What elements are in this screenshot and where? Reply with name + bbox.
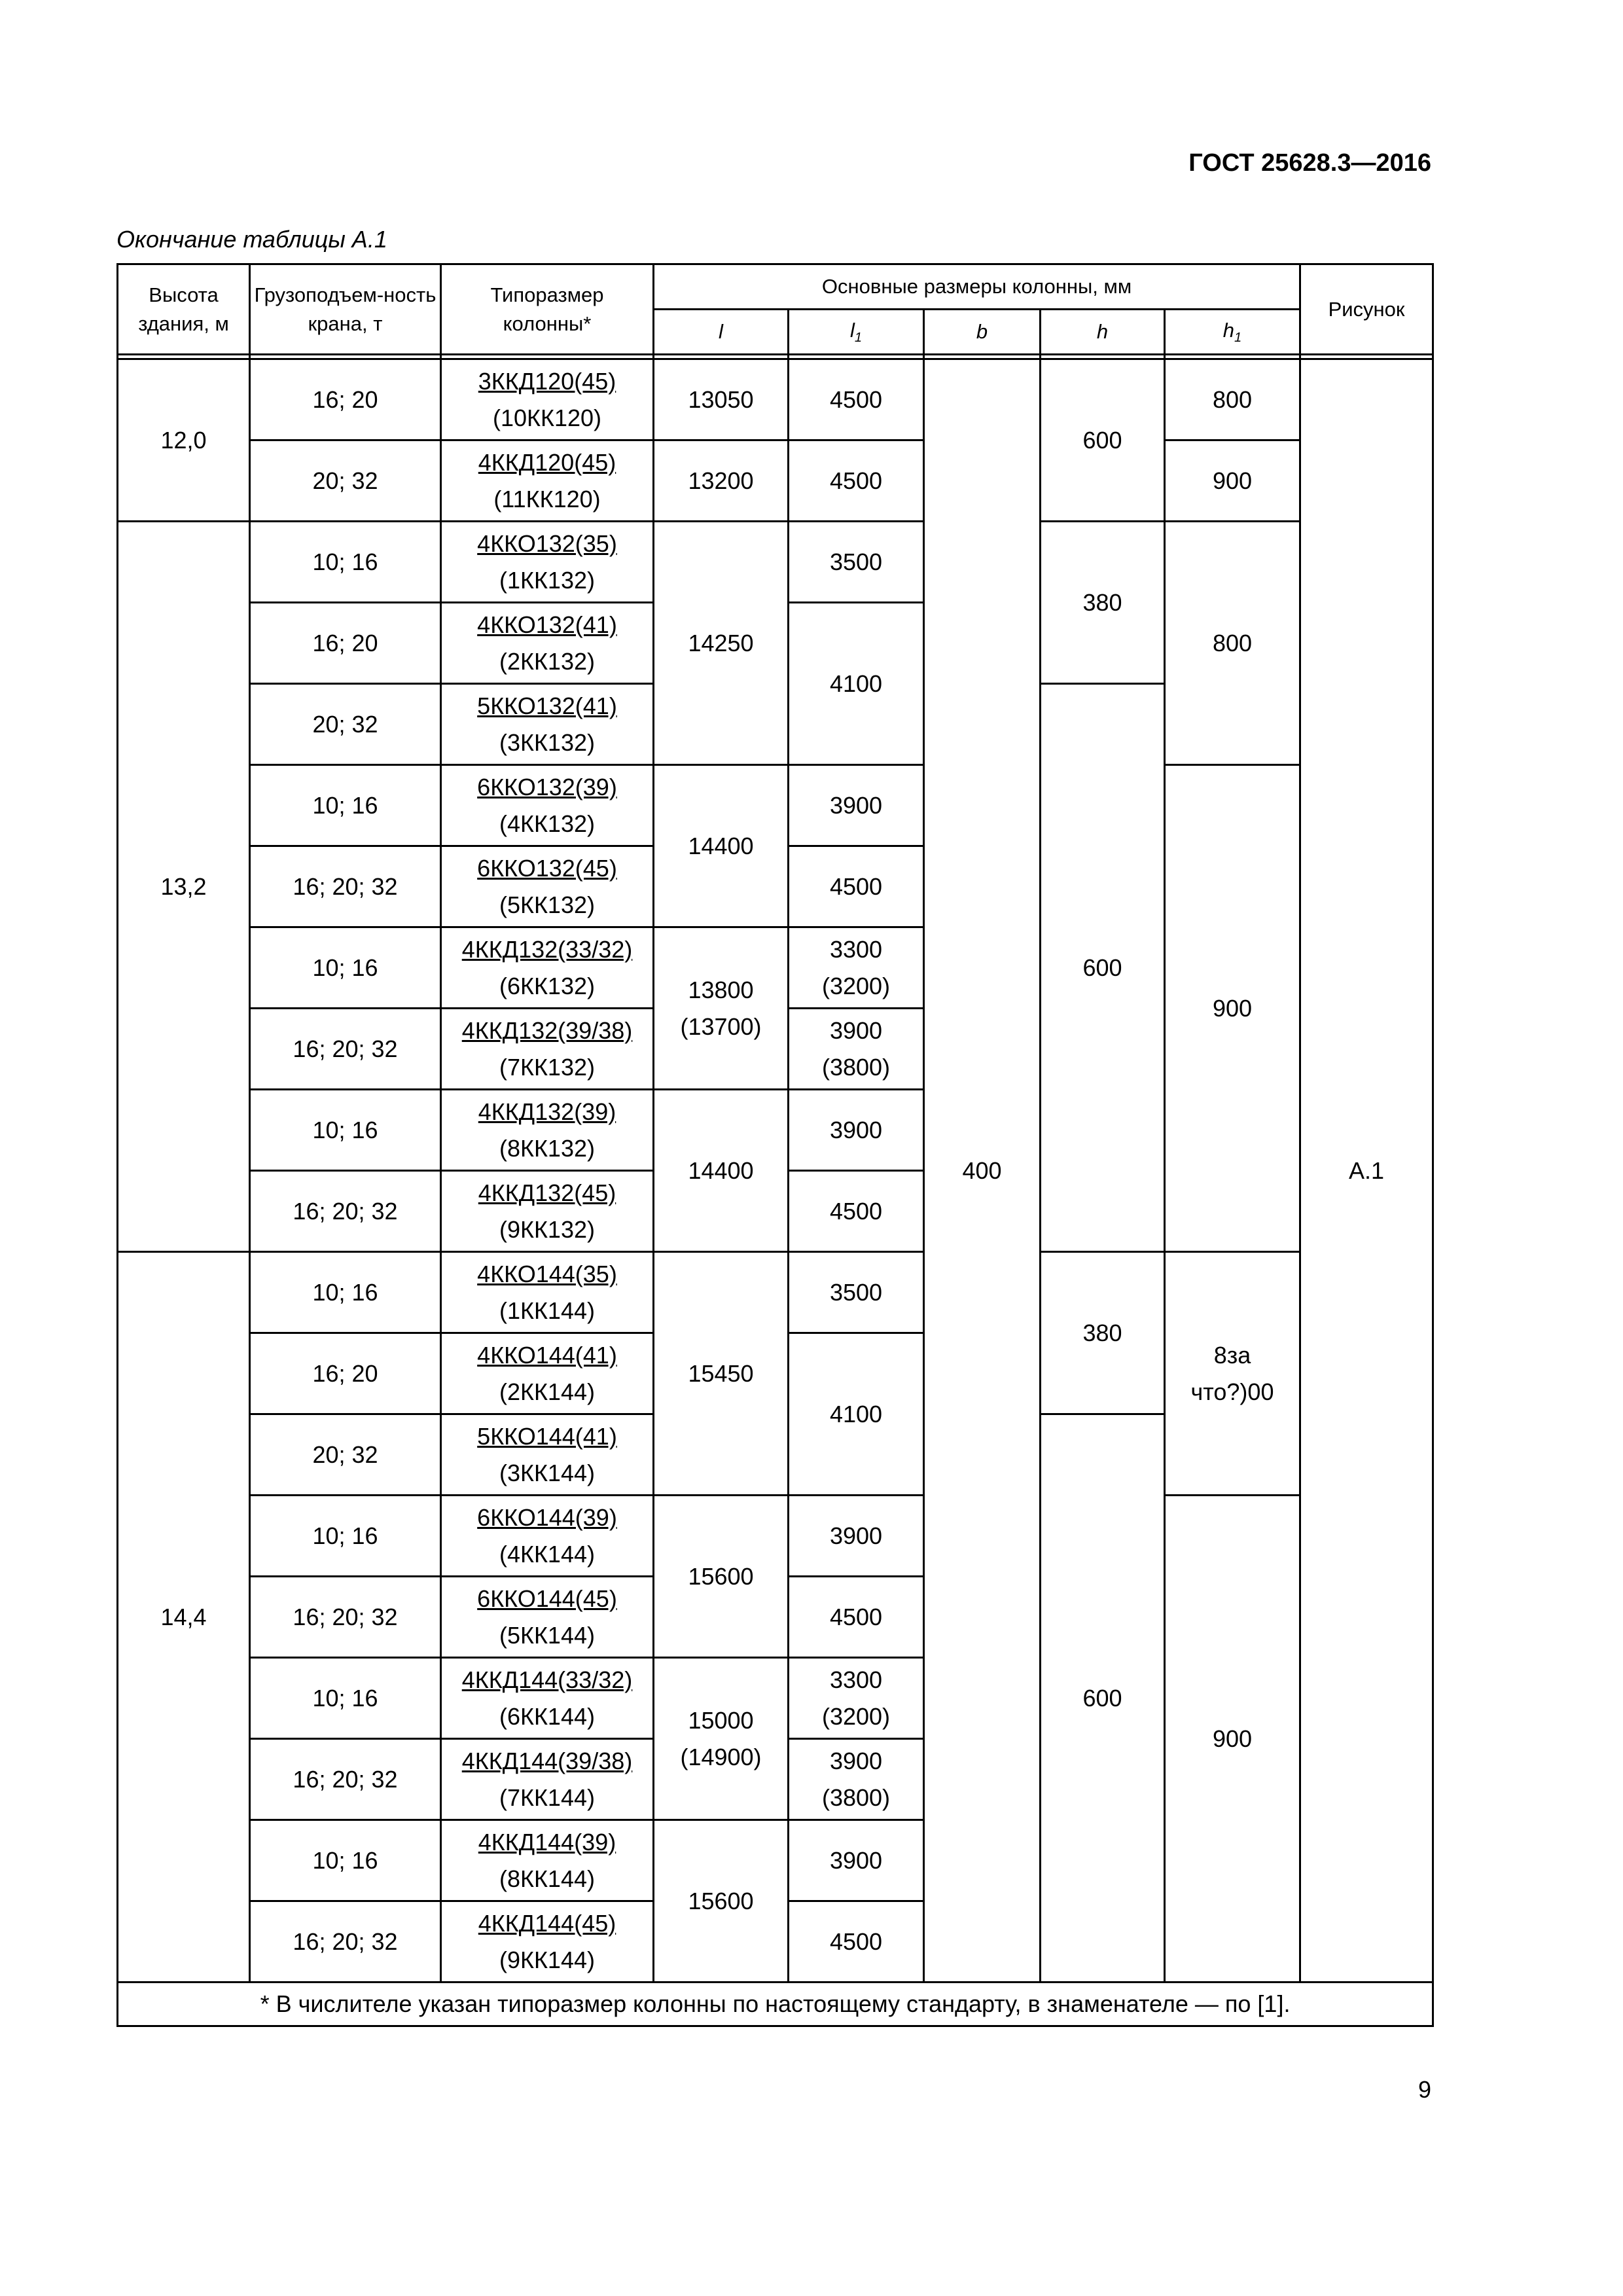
columns-table: [116, 263, 1434, 2027]
standard-code: ГОСТ 25628.3—2016: [1188, 149, 1431, 177]
header-figure: Рисунок: [1300, 264, 1433, 355]
l1-cell: 4500: [789, 846, 924, 927]
capacity-cell: 16; 20; 32: [250, 1009, 441, 1090]
height-cell: 13,2: [118, 522, 250, 1252]
h1-cell: 900: [1165, 765, 1300, 1252]
capacity-cell: 10; 16: [250, 927, 441, 1009]
type-cell: 4ККД144(39/38) (7КК144): [441, 1739, 654, 1820]
header-h: h: [1041, 310, 1165, 355]
type-cell: 4ККД120(45) (11КК120): [441, 440, 654, 522]
type-cell: 4ККД132(45) (9КК132): [441, 1171, 654, 1252]
capacity-cell: 20; 32: [250, 440, 441, 522]
table-row: [118, 522, 1433, 603]
h1-cell: 900: [1165, 440, 1300, 522]
l1-cell: 4500: [789, 1171, 924, 1252]
type-cell: 4ККД144(45) (9КК144): [441, 1901, 654, 1982]
h1-cell: 800: [1165, 359, 1300, 440]
l1-cell: 3300 (3200): [789, 1658, 924, 1739]
b-cell: 400: [924, 359, 1041, 1982]
l-cell: 15450: [654, 1252, 789, 1496]
l-cell: 14400: [654, 765, 789, 927]
header-main-dims: Основные размеры колонны, мм: [654, 264, 1300, 310]
h1-cell: 900: [1165, 1496, 1300, 1982]
type-cell: 6ККО144(39) (4КК144): [441, 1496, 654, 1577]
l1-cell: 4500: [789, 1901, 924, 1982]
h-cell: 380: [1041, 522, 1165, 684]
figure-cell: А.1: [1300, 359, 1433, 1982]
h1-cell: 800: [1165, 522, 1300, 765]
footnote-row: [118, 1982, 1433, 2026]
type-cell: 5ККО132(41) (3КК132): [441, 684, 654, 765]
l-cell: 15600: [654, 1820, 789, 1982]
table-row: [118, 440, 1433, 522]
type-cell: 6ККО144(45) (5КК144): [441, 1577, 654, 1658]
h1-cell: 8за что?)00: [1165, 1252, 1300, 1496]
height-cell: 12,0: [118, 359, 250, 522]
capacity-cell: 10; 16: [250, 765, 441, 846]
type-cell: 6ККО132(39) (4КК132): [441, 765, 654, 846]
header-l1: $l_1$: [789, 310, 924, 355]
header-l: l: [654, 310, 789, 355]
type-cell: 4ККД144(33/32) (6КК144): [441, 1658, 654, 1739]
capacity-cell: 16; 20: [250, 1333, 441, 1414]
l-cell: 15000 (14900): [654, 1658, 789, 1820]
footnote: * В числителе указан типоразмер колонны по настоящему стандарту, в знаменателе — по [1].: [118, 1982, 1433, 2026]
table-caption: Окончание таблицы А.1: [116, 226, 387, 253]
capacity-cell: 10; 16: [250, 1820, 441, 1901]
capacity-cell: 16; 20; 32: [250, 1577, 441, 1658]
capacity-cell: 16; 20: [250, 359, 441, 440]
header-h1: $h_1$: [1165, 310, 1300, 355]
l1-cell: 3300 (3200): [789, 927, 924, 1009]
capacity-cell: 10; 16: [250, 1496, 441, 1577]
capacity-cell: 16; 20: [250, 603, 441, 684]
l1-cell: 3500: [789, 522, 924, 603]
capacity-cell: 10; 16: [250, 1090, 441, 1171]
type-cell: 4ККД132(39) (8КК132): [441, 1090, 654, 1171]
l1-cell: 4500: [789, 440, 924, 522]
h-cell: 380: [1041, 1252, 1165, 1414]
l-cell: 13800 (13700): [654, 927, 789, 1090]
capacity-cell: 16; 20; 32: [250, 846, 441, 927]
type-cell: 4ККО132(35) (1КК132): [441, 522, 654, 603]
type-cell: 5ККО144(41) (3КК144): [441, 1414, 654, 1496]
l1-cell: 3500: [789, 1252, 924, 1333]
l1-cell: 3900: [789, 765, 924, 846]
l-cell: 14250: [654, 522, 789, 765]
header-type: Типоразмер колонны*: [441, 264, 654, 355]
l1-cell: 4100: [789, 1333, 924, 1496]
type-cell: 4ККД132(39/38) (7КК132): [441, 1009, 654, 1090]
h-cell: 600: [1041, 359, 1165, 522]
h-cell: 600: [1041, 1414, 1165, 1982]
l1-cell: 3900 (3800): [789, 1739, 924, 1820]
height-cell: 14,4: [118, 1252, 250, 1982]
capacity-cell: 10; 16: [250, 1658, 441, 1739]
capacity-cell: 10; 16: [250, 522, 441, 603]
l1-cell: 3900: [789, 1820, 924, 1901]
table-row: [118, 1496, 1433, 1577]
header-b: b: [924, 310, 1041, 355]
l1-cell: 4500: [789, 1577, 924, 1658]
l1-cell: 3900 (3800): [789, 1009, 924, 1090]
l-cell: 13050: [654, 359, 789, 440]
capacity-cell: 10; 16: [250, 1252, 441, 1333]
l1-cell: 4500: [789, 359, 924, 440]
table-row: [118, 359, 1433, 440]
l-cell: 15600: [654, 1496, 789, 1658]
capacity-cell: 20; 32: [250, 684, 441, 765]
page-number: 9: [1418, 2076, 1431, 2103]
l-cell: 14400: [654, 1090, 789, 1252]
l1-cell: 3900: [789, 1496, 924, 1577]
h-cell: 600: [1041, 684, 1165, 1252]
header-height: Высота здания, м: [118, 264, 250, 355]
type-cell: 4ККО144(41) (2КК144): [441, 1333, 654, 1414]
type-cell: 4ККД144(39) (8КК144): [441, 1820, 654, 1901]
capacity-cell: 16; 20; 32: [250, 1739, 441, 1820]
type-cell: 4ККД132(33/32) (6КК132): [441, 927, 654, 1009]
capacity-cell: 16; 20; 32: [250, 1171, 441, 1252]
capacity-cell: 16; 20; 32: [250, 1901, 441, 1982]
type-cell: 3ККД120(45) (10КК120): [441, 359, 654, 440]
type-cell: 4ККО144(35) (1КК144): [441, 1252, 654, 1333]
l1-cell: 4100: [789, 603, 924, 765]
type-cell: 6ККО132(45) (5КК132): [441, 846, 654, 927]
capacity-cell: 20; 32: [250, 1414, 441, 1496]
l1-cell: 3900: [789, 1090, 924, 1171]
l-cell: 13200: [654, 440, 789, 522]
type-cell: 4ККО132(41) (2КК132): [441, 603, 654, 684]
table-row: [118, 1252, 1433, 1333]
header-capacity: Грузоподъем-ность крана, т: [250, 264, 441, 355]
table-row: [118, 765, 1433, 846]
